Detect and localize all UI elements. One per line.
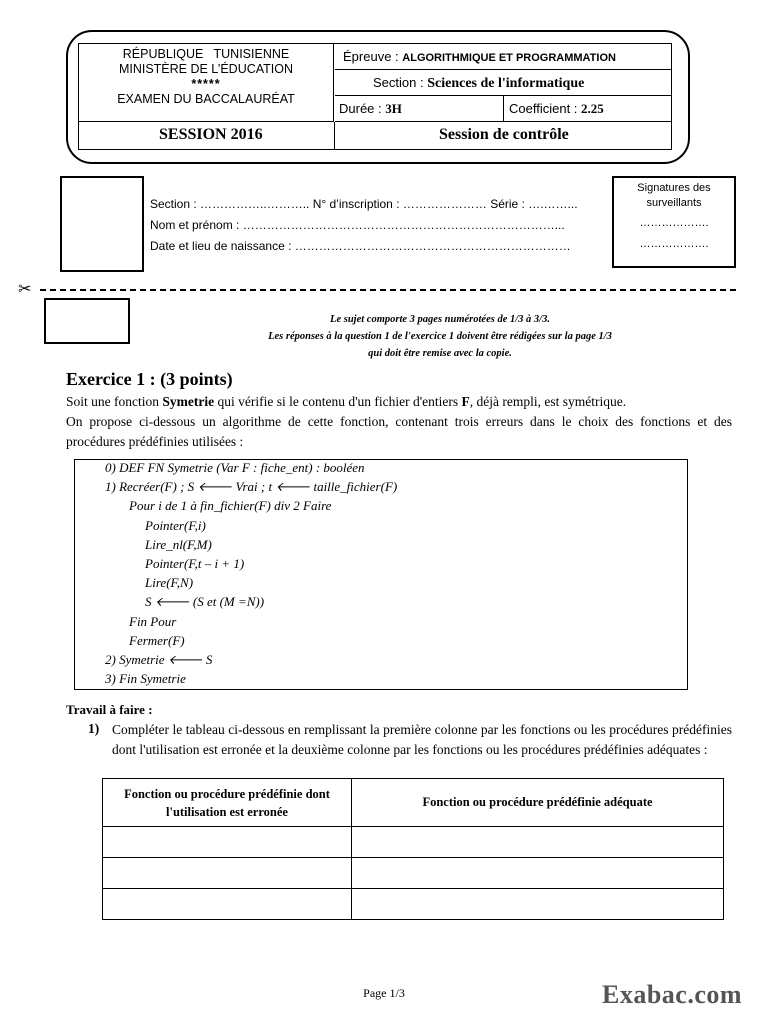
algo-line: Pour i de 1 à fin_fichier(F) div 2 Faire <box>129 498 332 513</box>
answer-cell-erroneous[interactable] <box>103 889 352 920</box>
answer-cell-adequate[interactable] <box>352 858 724 889</box>
answer-cell-adequate[interactable] <box>352 827 724 858</box>
header-box <box>78 43 672 150</box>
algo-line: 0) DEF FN Symetrie (Var F : fiche_ent) : booléen <box>105 460 365 475</box>
table-row <box>103 858 724 889</box>
intro-file-name: F <box>461 394 470 409</box>
exercise-description: On propose ci-dessous un algorithme de cette fonction, contenant trois erreurs dans le choix des fonctions et des procédures prédéfinies utilisées : <box>66 414 732 449</box>
scissors-icon: ✂ <box>18 281 32 298</box>
intro-text-2: qui vérifie si le contenu d'un fichier d'entiers <box>214 394 462 409</box>
ministry-name: MINISTÈRE DE L’ÉDUCATION <box>118 62 294 76</box>
algo-line: Pointer(F,t – i + 1) <box>145 556 245 571</box>
session-divider <box>334 122 335 149</box>
answer-cell-erroneous[interactable] <box>103 827 352 858</box>
candidate-number-box <box>60 176 144 272</box>
algo-line: Pointer(F,i) <box>145 518 206 533</box>
algo-line: Fermer(F) <box>129 633 185 648</box>
task-title: Travail à faire : <box>66 702 153 717</box>
algo-line: S 🡐 (S et (M =N)) <box>145 594 265 609</box>
intro-text-3: , déjà rempli, est symétrique. <box>469 394 627 409</box>
note-line-1: Le sujet comporte 3 pages numérotées de 1/3 à 3/3. <box>330 314 550 325</box>
algo-line: 1) Recréer(F) ; S 🡐 Vrai ; t 🡐 taille_fichier(F) <box>105 479 398 494</box>
duree-value: 3H <box>385 101 402 116</box>
signature-line-1: ………………. <box>639 217 709 229</box>
watermark: Exabac.com <box>602 980 743 1009</box>
algo-line: Fin Pour <box>129 614 177 629</box>
grade-box <box>44 298 130 344</box>
algo-line: Lire_nl(F,M) <box>145 537 212 552</box>
answer-table <box>102 778 724 920</box>
session-year: SESSION 2016 <box>159 126 263 143</box>
page-number: Page 1/3 <box>363 986 405 1000</box>
intro-function-name: Symetrie <box>162 394 215 409</box>
table-header-row <box>103 779 724 827</box>
algo-line: 3) Fin Symetrie <box>105 671 186 686</box>
dashed-line <box>40 289 736 291</box>
algo-line: 2) Symetrie 🡐 S <box>105 652 213 667</box>
header-institution <box>79 44 334 122</box>
table-row <box>103 889 724 920</box>
form-line-name: Nom et prénom : ……………………………………………………………………... <box>150 218 565 232</box>
signature-box <box>612 176 736 268</box>
note-line-3: qui doit être remise avec la copie. <box>368 348 512 359</box>
section-value: Sciences de l'informatique <box>427 76 585 91</box>
country-name: RÉPUBLIQUE TUNISIENNE <box>122 47 290 61</box>
session-row <box>79 122 671 149</box>
intro-text-1: Soit une fonction <box>66 394 163 409</box>
task-text: Compléter le tableau ci-dessous en remplissant la première colonne par les fonctions ou les procédures prédéfinies dont l'utilisation est erronée et la deuxième colonne par les fonctions ou les procédures prédéfinies adéquates : <box>112 722 732 757</box>
exam-name: EXAMEN DU BACCALAURÉAT <box>117 92 295 106</box>
signature-line-2: ………………. <box>639 238 709 250</box>
epreuve-row <box>335 44 671 70</box>
duree-divider <box>503 96 504 122</box>
form-line-birth: Date et lieu de naissance : …………………………………………………………… <box>150 239 571 253</box>
duree-label: Durée : <box>339 101 382 116</box>
epreuve-label: Épreuve : <box>343 49 399 64</box>
header-adequate: Fonction ou procédure prédéfinie adéquate <box>352 779 724 827</box>
exercise-intro <box>66 392 732 412</box>
note-line-2: Les réponses à la question 1 de l'exercice 1 doivent être rédigées sur la page 1/3 <box>268 331 612 342</box>
session-type: Session de contrôle <box>439 126 569 143</box>
coef-value: 2.25 <box>581 101 604 116</box>
signature-title: Signatures des surveillants <box>637 182 711 209</box>
table-row <box>103 827 724 858</box>
coef-block <box>509 96 604 121</box>
section-label: Section : <box>373 75 424 90</box>
section-row <box>335 70 671 96</box>
answer-cell-adequate[interactable] <box>352 889 724 920</box>
header-erroneous: Fonction ou procédure prédéfinie dont l'utilisation est erronée <box>103 779 352 827</box>
exercise-title: Exercice 1 : (3 points) <box>66 369 233 389</box>
form-line-section: Section : ……………..……….. N° d’inscription : ………………… Série : ….……... <box>150 197 578 211</box>
algo-line: Lire(F,N) <box>145 575 194 590</box>
epreuve-value: ALGORITHMIQUE ET PROGRAMMATION <box>402 52 616 64</box>
algorithm-box <box>74 459 688 690</box>
task-number: 1) <box>88 721 100 736</box>
coef-label: Coefficient : <box>509 101 578 116</box>
subject-note <box>150 311 730 362</box>
answer-cell-erroneous[interactable] <box>103 858 352 889</box>
stars: ***** <box>191 77 221 91</box>
